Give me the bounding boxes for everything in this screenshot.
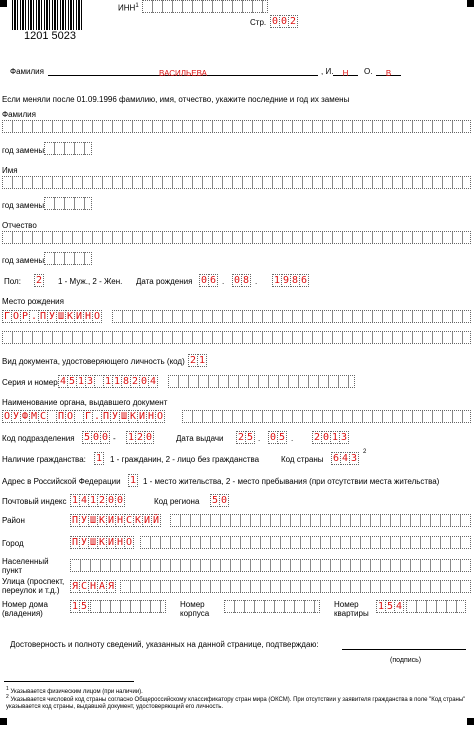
surname-year-label: год замены <box>2 146 45 155</box>
char-cell: 5 <box>80 601 88 612</box>
surname-change-year[interactable] <box>44 142 92 155</box>
district-field-rest[interactable] <box>170 514 471 527</box>
char-cell: 1 <box>129 475 137 486</box>
char-cell: Н <box>89 581 97 592</box>
char-cell: С <box>125 515 133 526</box>
char-cell: 3 <box>340 432 348 443</box>
city-label: Город <box>2 539 24 548</box>
signature-line[interactable] <box>342 648 466 650</box>
char-cell: 0 <box>92 432 100 443</box>
char-cell: И <box>75 311 83 322</box>
char-cell: 4 <box>341 453 349 464</box>
locality-label: Населенный пункт <box>2 557 49 575</box>
footnote-1-number: 1 <box>6 686 9 692</box>
citizenship-field[interactable] <box>94 452 103 465</box>
name-change-year[interactable] <box>44 197 92 210</box>
char-cell: У <box>12 411 20 422</box>
char-cell: О <box>66 411 74 422</box>
building-number-field[interactable] <box>224 600 320 613</box>
char-cell: С <box>80 581 88 592</box>
old-name-field[interactable] <box>2 176 471 189</box>
country-code-label: Код страны <box>281 455 324 464</box>
citizenship-label: Наличие гражданства: <box>2 455 86 464</box>
char-cell: 0 <box>107 495 115 506</box>
char-cell: 1 <box>377 601 385 612</box>
char-cell: . <box>93 411 101 422</box>
district-field[interactable] <box>70 514 160 527</box>
char-cell: 1 <box>95 453 103 464</box>
char-cell: О <box>3 411 11 422</box>
char-cell: 6 <box>209 275 217 286</box>
char-cell: И <box>143 515 151 526</box>
birth-month-field[interactable] <box>232 274 250 287</box>
footnote-2-text: Указывается числовой код страны согласно Общероссийскому классификатору стран мира (ОКСМ). При отсутствии у заявителя гражданства в поле "Код страны" указывается код страны, выдавшей документ, удостоверяющий его личность. <box>6 697 466 710</box>
birth-day-field[interactable] <box>199 274 217 287</box>
char-cell: 2 <box>313 432 321 443</box>
char-cell: . <box>30 311 38 322</box>
issue-month-field[interactable] <box>268 431 286 444</box>
char-cell: 5 <box>278 432 286 443</box>
char-cell: 2 <box>131 376 139 387</box>
old-surname-field-1[interactable] <box>2 120 471 133</box>
footnote-separator <box>4 681 134 682</box>
issue-year-field[interactable] <box>312 431 348 444</box>
char-cell: Н <box>116 537 124 548</box>
country-code-field[interactable] <box>331 452 358 465</box>
surname-value[interactable]: ВАСИЛЬЕВА <box>48 63 318 76</box>
birthplace-field-line-2[interactable] <box>2 331 471 344</box>
char-cell: И <box>138 411 146 422</box>
series-number-field[interactable] <box>58 375 157 388</box>
issuer-field-rest[interactable] <box>182 410 471 423</box>
char-cell: 1 <box>89 495 97 506</box>
char-cell: 0 <box>271 16 279 27</box>
char-cell: 0 <box>140 376 148 387</box>
initial-i-label: , И. <box>321 67 334 76</box>
issuer-field[interactable] <box>2 410 164 423</box>
char-cell: П <box>71 515 79 526</box>
char-cell: И <box>107 537 115 548</box>
char-cell: 6 <box>300 275 308 286</box>
char-cell: П <box>102 411 110 422</box>
char-cell: 5 <box>68 376 76 387</box>
patronymic-change-year[interactable] <box>44 252 92 265</box>
char-cell: 9 <box>282 275 290 286</box>
char-cell: 2 <box>289 16 297 27</box>
char-cell: 3 <box>86 376 94 387</box>
corner-marker-top-left <box>0 0 7 7</box>
char-cell: У <box>111 411 119 422</box>
char-cell: О <box>12 311 20 322</box>
char-cell: К <box>134 515 142 526</box>
char-cell: 0 <box>322 432 330 443</box>
char-cell: 2 <box>35 275 43 286</box>
char-cell: 0 <box>116 495 124 506</box>
region-code-field[interactable] <box>210 494 228 507</box>
char-cell: 1 <box>71 601 79 612</box>
char-cell: 2 <box>136 432 144 443</box>
street-field-rest[interactable] <box>120 580 471 593</box>
char-cell: Н <box>84 311 92 322</box>
char-cell: Я <box>71 581 79 592</box>
document-type-field[interactable] <box>188 354 206 367</box>
char-cell: 5 <box>246 432 254 443</box>
char-cell: 0 <box>233 275 241 286</box>
initial-o-value[interactable]: В <box>376 63 401 76</box>
sex-hint: 1 - Муж., 2 - Жен. <box>58 277 123 286</box>
street-field[interactable] <box>70 580 115 593</box>
char-cell: 0 <box>220 495 228 506</box>
house-number-label: Номер дома (владения) <box>2 600 48 618</box>
char-cell: П <box>71 537 79 548</box>
building-number-label: Номер корпуса <box>180 600 210 618</box>
char-cell: Р <box>21 311 29 322</box>
inn-label: ИНН <box>118 3 136 13</box>
division-code-a[interactable] <box>82 431 109 444</box>
birth-date-label: Дата рождения <box>136 277 193 286</box>
page-number-field[interactable] <box>270 15 297 28</box>
issuer-label: Наименование органа, выдавшего документ <box>2 398 168 407</box>
char-cell: И <box>107 515 115 526</box>
char-cell: А <box>98 581 106 592</box>
char-cell: Ш <box>57 311 65 322</box>
birthplace-field[interactable] <box>2 310 101 323</box>
char-cell: 8 <box>122 376 130 387</box>
char-cell: 1 <box>77 376 85 387</box>
barcode-number: 1201 5023 <box>24 30 76 42</box>
locality-field[interactable] <box>70 559 471 572</box>
char-cell: 1 <box>71 495 79 506</box>
birthplace-label: Место рождения <box>2 297 64 306</box>
street-label: Улица (проспект, переулок и т.д.) <box>2 577 65 595</box>
char-cell: 5 <box>386 601 394 612</box>
char-cell: 1 <box>198 355 206 366</box>
document-type-label: Вид документа, удостоверяющего личность (код) <box>2 357 185 366</box>
initial-o-label: О. <box>364 67 373 76</box>
char-cell: 1 <box>104 376 112 387</box>
char-cell: Ф <box>21 411 29 422</box>
char-cell: К <box>66 311 74 322</box>
postcode-field[interactable] <box>70 494 124 507</box>
old-name-label: Имя <box>2 166 18 175</box>
char-cell: О <box>93 311 101 322</box>
country-footnote-mark: 2 <box>363 449 367 455</box>
footnote-1-text: Указывается физическим лицом (при наличии). <box>10 689 143 695</box>
barcode <box>12 0 82 30</box>
char-cell: Ш <box>89 515 97 526</box>
series-number-field-rest[interactable] <box>168 375 355 388</box>
char-cell: 5 <box>83 432 91 443</box>
char-cell: К <box>98 537 106 548</box>
confirm-text: Достоверность и полноту сведений, указанных на данной странице, подтверждаю: <box>10 640 319 649</box>
series-number-label: Серия и номер <box>2 378 58 387</box>
char-cell: О <box>156 411 164 422</box>
char-cell: 0 <box>101 432 109 443</box>
char-cell: О <box>125 537 133 548</box>
patronymic-year-label: год замены <box>2 256 45 265</box>
char-cell: 4 <box>80 495 88 506</box>
surname-label: Фамилия <box>10 67 44 76</box>
house-number-field-rest[interactable] <box>90 600 166 613</box>
char-cell: С <box>39 411 47 422</box>
birthplace-field-rest[interactable] <box>112 310 471 323</box>
page-label: Стр. <box>250 18 267 27</box>
division-code-label: Код подразделения <box>2 434 75 443</box>
char-cell: 0 <box>280 16 288 27</box>
char-cell: У <box>48 311 56 322</box>
char-cell: 2 <box>189 355 197 366</box>
char-cell: 3 <box>350 453 358 464</box>
char-cell: 1 <box>273 275 281 286</box>
region-code-label: Код региона <box>154 497 200 506</box>
char-cell: Г <box>84 411 92 422</box>
char-cell: М <box>30 411 38 422</box>
issue-date-label: Дата выдачи <box>176 434 224 443</box>
apartment-number-field[interactable] <box>376 600 403 613</box>
char-cell: 5 <box>211 495 219 506</box>
char-cell: Г <box>3 311 11 322</box>
inn-field[interactable] <box>142 0 268 13</box>
char-cell: Ш <box>120 411 128 422</box>
footnote-2 <box>6 694 466 711</box>
char-cell: 1 <box>113 376 121 387</box>
signature-label: (подпись) <box>390 657 422 664</box>
district-label: Район <box>2 516 25 525</box>
char-cell: 4 <box>59 376 67 387</box>
inn-footnote-mark: 1 <box>135 3 139 9</box>
char-cell: К <box>98 515 106 526</box>
char-cell: П <box>57 411 65 422</box>
char-cell: 2 <box>237 432 245 443</box>
corner-marker-bottom-right <box>467 718 474 725</box>
char-cell: Я <box>107 581 115 592</box>
apartment-number-field-rest[interactable] <box>406 600 466 613</box>
city-field[interactable] <box>70 536 133 549</box>
birth-year-field[interactable] <box>272 274 308 287</box>
char-cell: Ш <box>89 537 97 548</box>
char-cell: 0 <box>269 432 277 443</box>
old-patronymic-label: Отчество <box>2 221 37 230</box>
corner-marker-bottom-left <box>0 718 7 725</box>
char-cell: У <box>80 537 88 548</box>
name-year-label: год замены <box>2 201 45 210</box>
char-cell: 0 <box>200 275 208 286</box>
char-cell: Н <box>116 515 124 526</box>
address-type-hint: 1 - место жительства, 2 - место пребывания (при отсутствии места жительства) <box>143 477 440 486</box>
house-number-field[interactable] <box>70 600 88 613</box>
sex-field[interactable] <box>34 274 43 287</box>
char-cell: Н <box>147 411 155 422</box>
initial-i-value[interactable]: Н <box>333 63 358 76</box>
char-cell: К <box>129 411 137 422</box>
char-cell: 8 <box>242 275 250 286</box>
char-cell: 2 <box>98 495 106 506</box>
division-code-b[interactable] <box>126 431 153 444</box>
corner-marker-top-right <box>467 0 474 7</box>
char-cell: 1 <box>127 432 135 443</box>
address-type-field[interactable] <box>128 474 137 487</box>
char-cell: 4 <box>395 601 403 612</box>
postcode-label: Почтовый индекс <box>2 497 67 506</box>
char-cell: 6 <box>332 453 340 464</box>
issue-day-field[interactable] <box>236 431 254 444</box>
char-cell: 4 <box>149 376 157 387</box>
char-cell: 0 <box>145 432 153 443</box>
sex-label: Пол: <box>4 277 21 286</box>
char-cell: 1 <box>331 432 339 443</box>
apartment-number-label: Номер квартиры <box>334 600 369 618</box>
char-cell: П <box>39 311 47 322</box>
old-patronymic-field[interactable] <box>2 231 471 244</box>
char-cell: У <box>80 515 88 526</box>
city-field-rest[interactable] <box>140 536 471 549</box>
citizenship-hint: 1 - гражданин, 2 - лицо без гражданства <box>110 455 260 464</box>
char-cell: 8 <box>291 275 299 286</box>
old-surname-label: Фамилия <box>2 110 36 119</box>
address-label: Адрес в Российской Федерации <box>2 477 121 486</box>
changed-name-intro: Если меняли после 01.09.1996 фамилию, имя, отчество, укажите последние и год их замены <box>2 95 350 104</box>
char-cell: Й <box>152 515 160 526</box>
footnote-2-number: 2 <box>6 694 9 700</box>
